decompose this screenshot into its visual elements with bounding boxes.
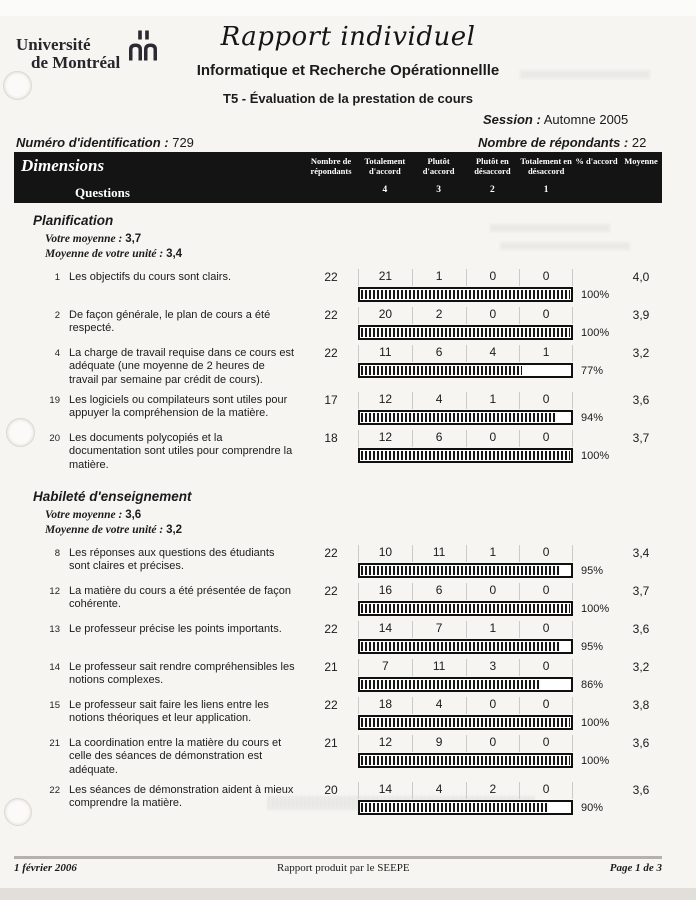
percent-agreement: 86%	[581, 679, 604, 691]
unit-mean-label: Moyenne de votre unité :	[45, 524, 164, 536]
answer-cells	[358, 430, 573, 472]
respondents-label: Nombre de répondants :	[478, 135, 629, 150]
count-plutot-daccord: 11	[412, 659, 466, 676]
count-plutot-desaccord: 1	[466, 545, 520, 562]
respondent-count: 22	[324, 346, 338, 360]
section-habilete-enseignement	[14, 489, 662, 815]
agreement-bar	[358, 287, 573, 302]
answer-cells	[358, 392, 573, 425]
mean-value: 3,6	[632, 783, 650, 797]
mean-value: 3,7	[632, 431, 650, 445]
column-header-totalement-desaccord: Totalement en désaccord	[520, 156, 572, 176]
respondent-count: 22	[324, 698, 338, 712]
respondent-count: 21	[324, 660, 338, 674]
mean-value: 3,4	[632, 546, 650, 560]
question-number: 1	[54, 272, 60, 283]
table-row	[14, 621, 662, 654]
table-row	[14, 392, 662, 425]
question-text: Les réponses aux questions des étudiants sont claires et précises.	[69, 546, 275, 572]
percent-agreement: 94%	[581, 412, 604, 424]
respondent-count: 20	[324, 783, 338, 797]
identification-label: Numéro d'identification :	[16, 135, 169, 150]
session-label: Session :	[483, 112, 541, 127]
respondent-count: 21	[324, 736, 338, 750]
table-row	[14, 782, 662, 815]
unit-mean-line	[45, 248, 662, 260]
count-plutot-desaccord: 0	[466, 583, 520, 600]
question-text: La matière du cours a été présentée de façon cohérente.	[69, 584, 291, 610]
unit-mean-value: 3,4	[166, 248, 183, 260]
count-plutot-desaccord: 0	[466, 269, 520, 286]
table-row	[14, 345, 662, 387]
respondent-count: 22	[324, 622, 338, 636]
question-text: Le professeur sait rendre compréhensibles les notions complexes.	[69, 660, 295, 686]
question-text: La coordination entre la matière du cours et celle des séances de démonstration est adéquate.	[69, 736, 282, 776]
answer-cells	[358, 735, 573, 777]
column-headers-agreement	[358, 152, 573, 185]
count-totalement-desaccord: 0	[519, 782, 573, 799]
mean-value: 3,6	[632, 736, 650, 750]
scan-edge-top	[0, 0, 696, 16]
page-footer	[14, 856, 662, 874]
respondents-line	[478, 135, 646, 150]
count-totalement-daccord: 12	[358, 430, 412, 447]
column-header-plutot-desaccord: Plutôt en désaccord	[474, 156, 511, 176]
count-totalement-desaccord: 0	[519, 583, 573, 600]
question-text: Les documents polycopiés et la documentation sont utiles pour comprendre la matière.	[69, 431, 293, 471]
count-totalement-desaccord: 0	[519, 621, 573, 638]
unit-mean-value: 3,2	[166, 524, 183, 536]
column-header-moyenne: Moyenne	[624, 156, 658, 166]
section-planification	[14, 213, 662, 472]
question-text: Les logiciels ou compilateurs sont utiles pour appuyer la compréhension de la matière.	[69, 393, 288, 419]
table-row	[14, 583, 662, 616]
percent-agreement: 77%	[581, 365, 604, 377]
answer-cells	[358, 345, 573, 387]
agreement-bar	[358, 325, 573, 340]
count-totalement-daccord: 10	[358, 545, 412, 562]
scan-edge-bottom	[0, 888, 696, 900]
table-row	[14, 735, 662, 777]
count-totalement-desaccord: 0	[519, 659, 573, 676]
answer-cells	[358, 307, 573, 340]
table-row	[14, 269, 662, 302]
section-title: Habileté d'enseignement	[33, 489, 192, 504]
answer-cells	[358, 583, 573, 616]
your-mean-label: Votre moyenne :	[45, 509, 123, 521]
count-plutot-daccord: 9	[412, 735, 466, 752]
count-plutot-daccord: 6	[412, 583, 466, 600]
percent-agreement: 95%	[581, 565, 604, 577]
count-plutot-desaccord: 3	[466, 659, 520, 676]
scale-2: 2	[490, 185, 495, 195]
mean-value: 3,9	[632, 308, 650, 322]
agreement-bar	[358, 363, 573, 378]
university-name-line1: Université	[16, 35, 91, 54]
agreement-bar	[358, 448, 573, 463]
table-row	[14, 659, 662, 692]
question-number: 12	[49, 586, 60, 597]
count-totalement-desaccord: 0	[519, 735, 573, 752]
count-plutot-desaccord: 0	[466, 430, 520, 447]
answer-cells	[358, 697, 573, 730]
session-line	[483, 112, 628, 127]
scale-values	[358, 185, 573, 203]
answer-cells	[358, 545, 573, 578]
answer-cells	[358, 621, 573, 654]
count-totalement-daccord: 14	[358, 621, 412, 638]
percent-agreement: 90%	[581, 802, 604, 814]
question-number: 19	[49, 395, 60, 406]
table-row	[14, 545, 662, 578]
table-row	[14, 697, 662, 730]
agreement-bar	[358, 601, 573, 616]
count-totalement-daccord: 21	[358, 269, 412, 286]
count-totalement-daccord: 11	[358, 345, 412, 362]
count-totalement-desaccord: 0	[519, 545, 573, 562]
your-mean-line	[45, 509, 662, 521]
question-number: 22	[49, 785, 60, 796]
count-totalement-daccord: 20	[358, 307, 412, 324]
percent-agreement: 100%	[581, 755, 610, 767]
count-totalement-desaccord: 0	[519, 392, 573, 409]
column-header-totalement-daccord: Totalement d'accord	[364, 156, 406, 176]
question-number: 20	[49, 433, 60, 444]
mean-value: 4,0	[632, 270, 650, 284]
count-plutot-desaccord: 1	[466, 392, 520, 409]
percent-agreement: 95%	[581, 641, 604, 653]
count-plutot-desaccord: 4	[466, 345, 520, 362]
agreement-bar	[358, 639, 573, 654]
count-totalement-daccord: 14	[358, 782, 412, 799]
agreement-bar	[358, 800, 573, 815]
mean-value: 3,7	[632, 584, 650, 598]
question-number: 2	[54, 310, 60, 321]
answer-cells	[358, 269, 573, 302]
respondent-count: 22	[324, 584, 338, 598]
respondent-count: 22	[324, 546, 338, 560]
count-plutot-desaccord: 0	[466, 735, 520, 752]
column-header-percent-accord: % d'accord	[575, 156, 618, 166]
count-totalement-desaccord: 0	[519, 269, 573, 286]
table-header-band	[14, 152, 662, 203]
percent-agreement: 100%	[581, 327, 610, 339]
count-plutot-daccord: 4	[412, 392, 466, 409]
count-plutot-daccord: 4	[412, 782, 466, 799]
question-number: 15	[49, 700, 60, 711]
scale-3: 3	[436, 185, 441, 195]
count-totalement-daccord: 12	[358, 735, 412, 752]
section-rows	[14, 545, 662, 815]
count-totalement-desaccord: 0	[519, 307, 573, 324]
table-row	[14, 430, 662, 472]
question-number: 21	[49, 738, 60, 749]
count-totalement-daccord: 16	[358, 583, 412, 600]
respondent-count: 17	[324, 393, 338, 407]
percent-agreement: 100%	[581, 603, 610, 615]
report-title: Rapport individuel	[220, 22, 476, 52]
agreement-bar	[358, 677, 573, 692]
count-plutot-daccord: 4	[412, 697, 466, 714]
agreement-bar	[358, 753, 573, 768]
count-totalement-desaccord: 0	[519, 430, 573, 447]
scale-1: 1	[543, 185, 549, 195]
your-mean-label: Votre moyenne :	[45, 233, 123, 245]
count-plutot-daccord: 6	[412, 345, 466, 362]
answer-cells	[358, 782, 573, 815]
column-header-respondents: Nombre de répondants	[310, 156, 352, 176]
count-plutot-daccord: 6	[412, 430, 466, 447]
department-name: Informatique et Recherche Opérationnellle	[196, 62, 500, 79]
footer-producer: Rapport produit par le SEEPE	[277, 862, 410, 874]
count-totalement-daccord: 12	[358, 392, 412, 409]
report-body	[14, 205, 662, 820]
unit-mean-label: Moyenne de votre unité :	[45, 248, 164, 260]
agreement-bar	[358, 715, 573, 730]
question-number: 14	[49, 662, 60, 673]
percent-agreement: 100%	[581, 717, 610, 729]
question-text: Le professeur sait faire les liens entre les notions théoriques et leur application.	[69, 698, 269, 724]
percent-agreement: 100%	[581, 450, 610, 462]
mean-value: 3,6	[632, 393, 650, 407]
section-rows	[14, 269, 662, 472]
questions-label: Questions	[75, 185, 130, 200]
dimensions-label: Dimensions	[21, 156, 105, 175]
count-plutot-daccord: 2	[412, 307, 466, 324]
report-type: T5 - Évaluation de la prestation de cours	[223, 91, 473, 106]
mean-value: 3,2	[632, 346, 650, 360]
column-header-plutot-daccord: Plutôt d'accord	[422, 156, 455, 176]
question-text: De façon générale, le plan de cours a été respecté.	[69, 308, 271, 334]
count-plutot-desaccord: 0	[466, 307, 520, 324]
count-plutot-desaccord: 2	[466, 782, 520, 799]
respondent-count: 22	[324, 308, 338, 322]
count-plutot-daccord: 7	[412, 621, 466, 638]
identification-value: 729	[172, 135, 194, 150]
count-plutot-desaccord: 1	[466, 621, 520, 638]
percent-agreement: 100%	[581, 289, 610, 301]
session-value: Automne 2005	[543, 112, 629, 127]
question-number: 4	[54, 348, 60, 359]
count-plutot-daccord: 11	[412, 545, 466, 562]
your-mean-value: 3,7	[125, 233, 142, 245]
count-plutot-desaccord: 0	[466, 697, 520, 714]
question-number: 8	[54, 548, 60, 559]
footer-page-number: Page 1 de 3	[609, 862, 662, 874]
count-totalement-desaccord: 0	[519, 697, 573, 714]
mean-value: 3,2	[632, 660, 650, 674]
your-mean-line	[45, 233, 662, 245]
count-totalement-desaccord: 1	[519, 345, 573, 362]
university-name-line2: de Montréal	[31, 53, 121, 72]
footer-date: 1 février 2006	[14, 862, 77, 874]
respondents-value: 22	[631, 135, 647, 150]
question-text: Le professeur précise les points importants.	[69, 622, 282, 635]
answer-cells	[358, 659, 573, 692]
your-mean-value: 3,6	[125, 509, 142, 521]
table-row	[14, 307, 662, 340]
question-text: Les séances de démonstration aident à mieux comprendre la matière.	[69, 783, 294, 809]
count-totalement-daccord: 7	[358, 659, 412, 676]
question-text: Les objectifs du cours sont clairs.	[69, 270, 232, 283]
unit-mean-line	[45, 524, 662, 536]
count-totalement-daccord: 18	[358, 697, 412, 714]
question-number: 13	[49, 624, 60, 635]
respondent-count: 18	[324, 431, 338, 445]
section-title: Planification	[33, 213, 114, 228]
question-text: La charge de travail requise dans ce cours est adéquate (une moyenne de 2 heures de travail par semaine par crédit de cours).	[69, 346, 295, 386]
identification-line	[16, 135, 194, 150]
mean-value: 3,6	[632, 622, 650, 636]
respondent-count: 22	[324, 270, 338, 284]
scale-4: 4	[382, 185, 388, 195]
agreement-bar	[358, 410, 573, 425]
mean-value: 3,8	[632, 698, 650, 712]
agreement-bar	[358, 563, 573, 578]
count-plutot-daccord: 1	[412, 269, 466, 286]
